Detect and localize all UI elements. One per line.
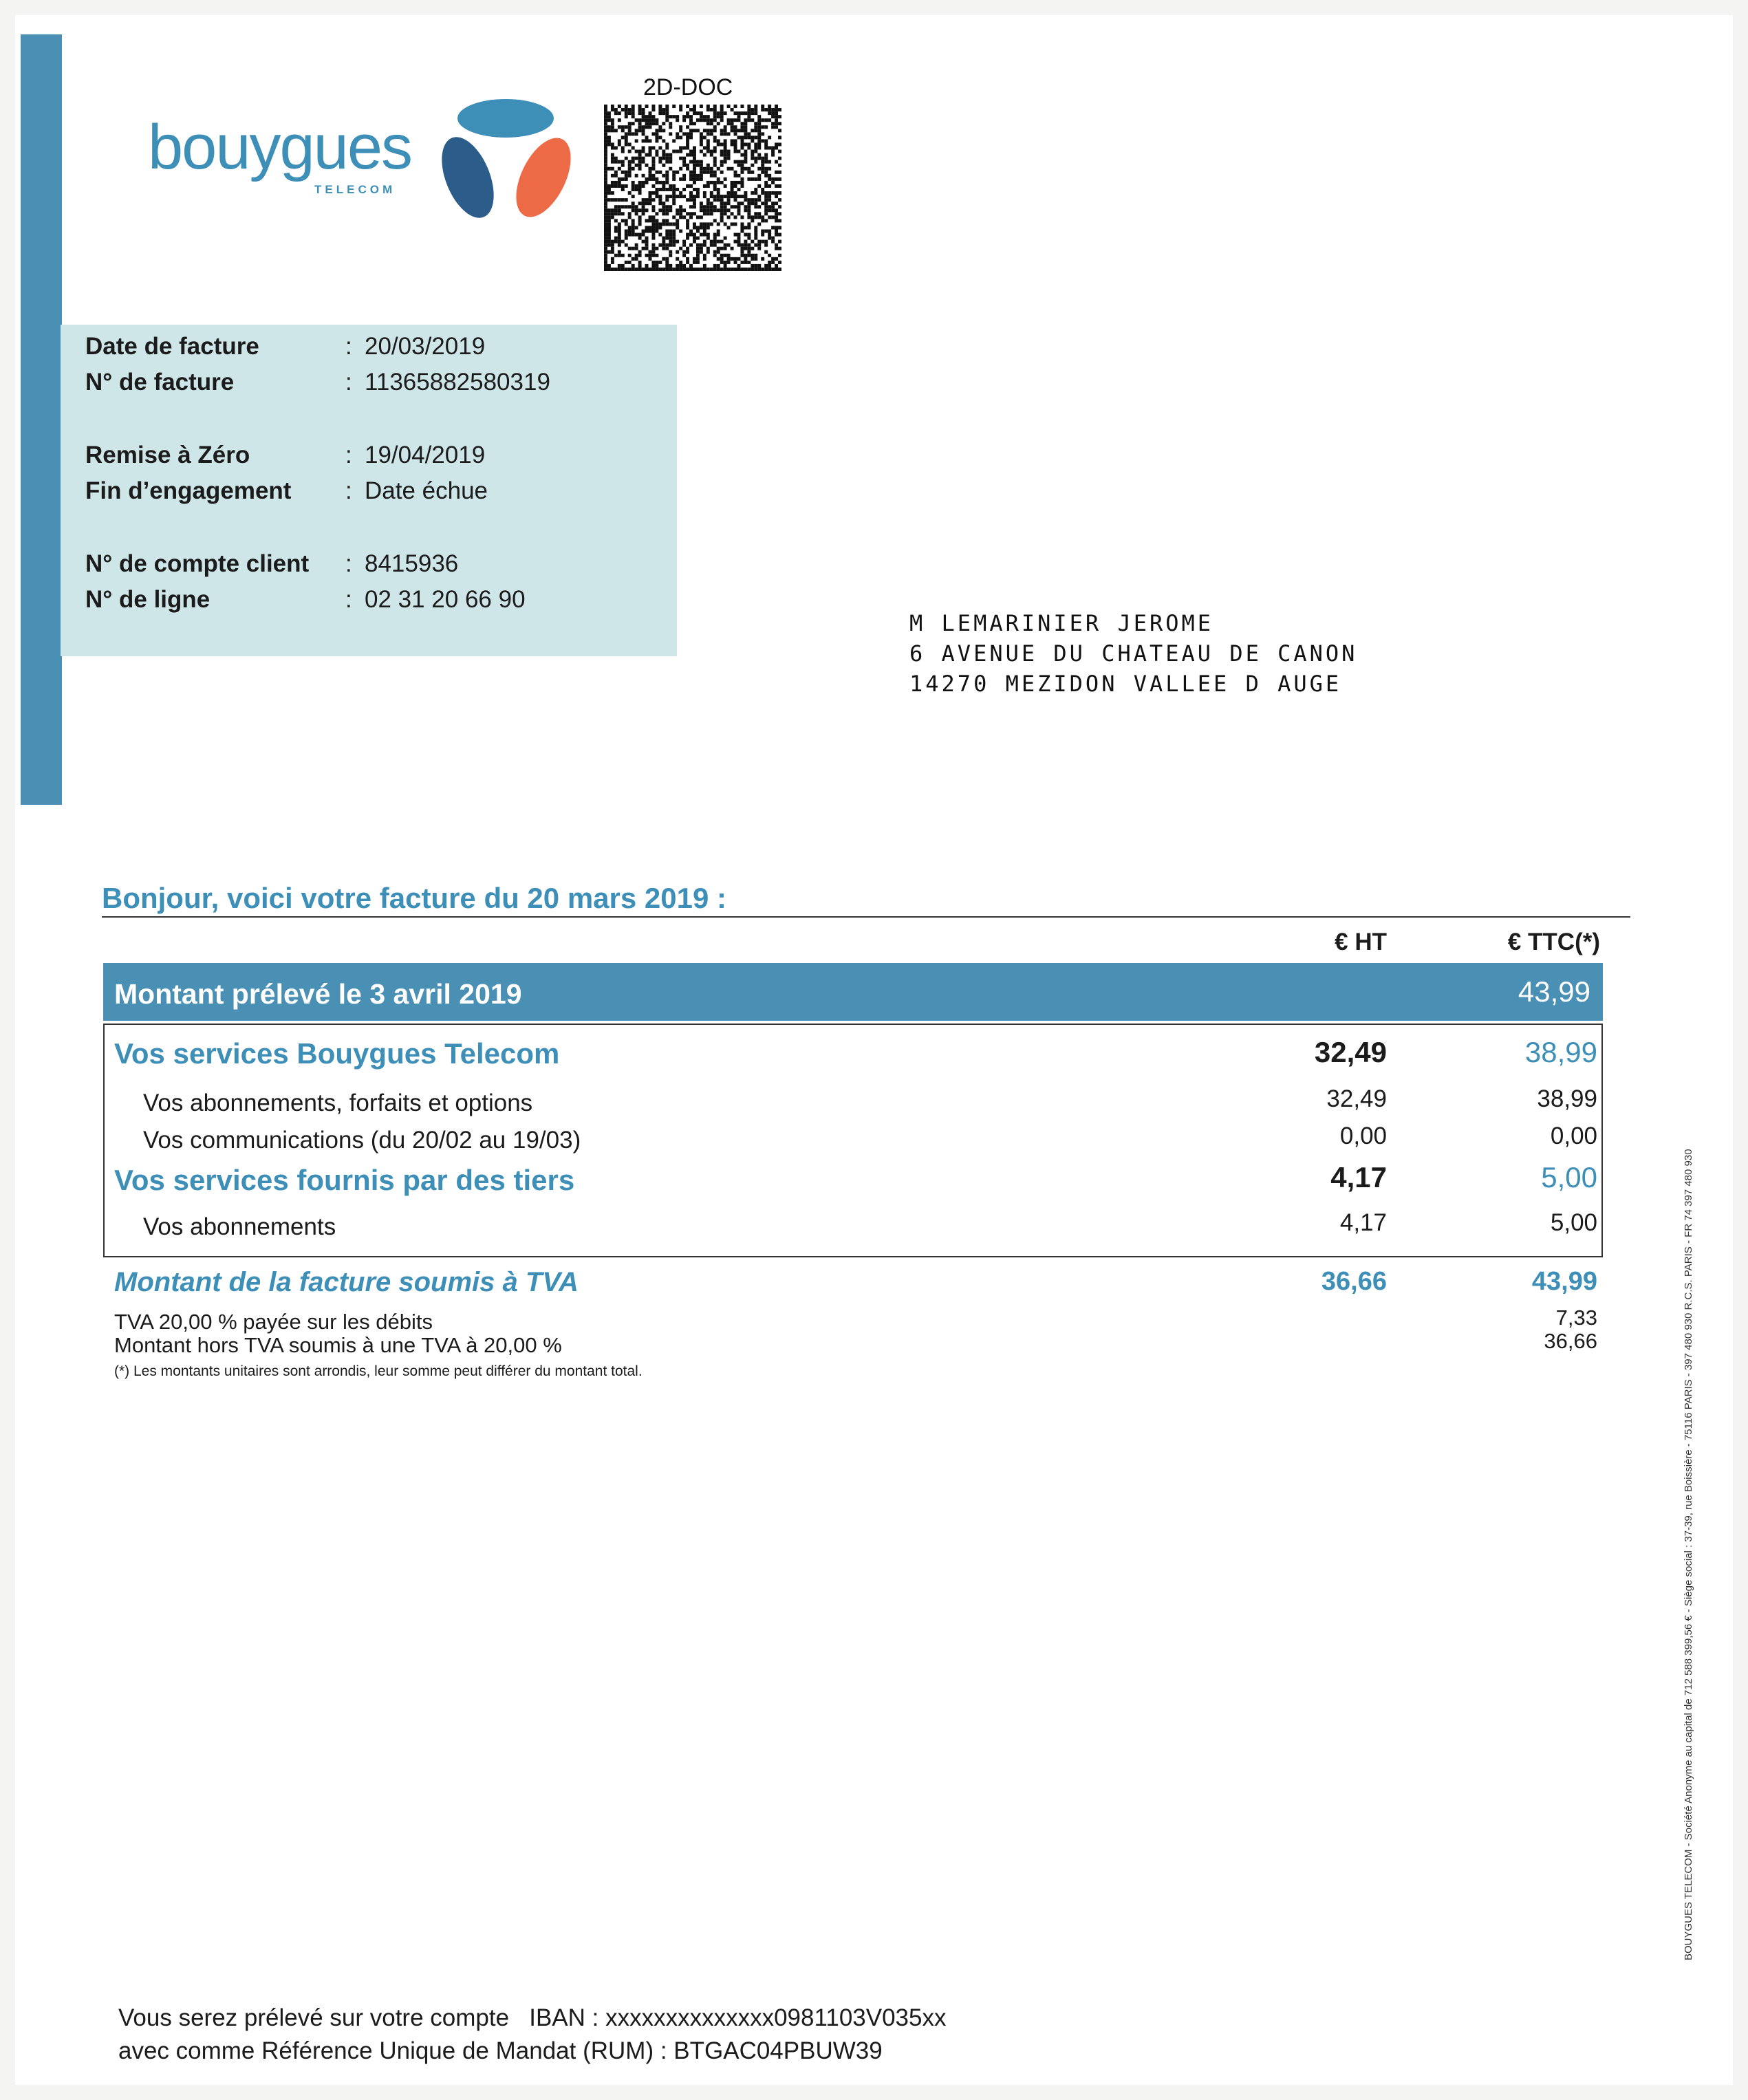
info-row-invoice-date: [85, 333, 485, 360]
logo-subtitle: TELECOM: [314, 183, 396, 196]
info-row-line-number: [85, 586, 526, 614]
info-label: N° de facture: [85, 369, 235, 396]
payment-iban-line: Vous serez prélevé sur votre compte IBAN : xxxxxxxxxxxxxx0981103V035xx: [118, 2004, 947, 2031]
info-value: 11365882580319: [365, 369, 550, 396]
section2-ttc: 5,00: [1541, 1161, 1597, 1193]
tva-line-label: TVA 20,00 % payée sur les débits: [114, 1310, 433, 1334]
info-value: Date échue: [365, 477, 488, 504]
section2-ht: 4,17: [1330, 1161, 1387, 1193]
bouygues-telecom-logo: [148, 96, 588, 234]
tva-total-ht: 36,66: [1321, 1267, 1387, 1296]
info-label: Date de facture: [85, 333, 259, 360]
side-accent-bar: [21, 34, 62, 805]
address-line: 14270 MEZIDON VALLEE D AUGE: [909, 671, 1342, 697]
info-colon: :: [345, 369, 352, 396]
info-value: 19/04/2019: [365, 442, 486, 468]
section1-ttc: 38,99: [1524, 1036, 1597, 1068]
column-header-ht: € HT: [1335, 929, 1387, 955]
section-third-party-services: Vos services fournis par des tiers: [114, 1164, 575, 1196]
amount-debited-label: Montant prélevé le 3 avril 2019: [114, 978, 522, 1010]
info-value: 02 31 20 66 90: [365, 586, 526, 613]
info-label: Remise à Zéro: [85, 442, 250, 468]
tva-total-ttc: 43,99: [1531, 1267, 1597, 1296]
info-row-invoice-number: [85, 369, 550, 396]
info-colon: :: [345, 586, 352, 613]
info-label: N° de ligne: [85, 586, 211, 613]
info-label: N° de compte client: [85, 550, 310, 577]
info-value: 20/03/2019: [365, 333, 486, 360]
info-colon: :: [345, 442, 352, 468]
info-row-customer-account: [85, 550, 458, 578]
row-communications-ht: 0,00: [1339, 1123, 1387, 1149]
info-row-reset: [85, 442, 485, 469]
info-colon: :: [345, 333, 352, 360]
ht-line-value: 36,66: [1544, 1329, 1597, 1353]
amount-debited-bar: [103, 963, 1603, 1021]
ht-line-label: Montant hors TVA soumis à une TVA à 20,00 %: [114, 1333, 562, 1357]
row-subscriptions-ht: 32,49: [1326, 1085, 1387, 1112]
row-third-party-ttc: 5,00: [1550, 1209, 1597, 1236]
rounding-footnote: (*) Les montants unitaires sont arrondis, leur somme peut différer du montant total.: [114, 1363, 643, 1379]
row-communications-ttc: 0,00: [1550, 1123, 1597, 1149]
address-line: M LEMARINIER JEROME: [909, 610, 1214, 636]
invoice-info-panel: [61, 325, 677, 656]
tva-line-value: 7,33: [1555, 1306, 1597, 1330]
payment-rum-line: avec comme Référence Unique de Mandat (RUM) : BTGAC04PBUW39: [118, 2037, 883, 2064]
invoice-greeting: Bonjour, voici votre facture du 20 mars 2019 :: [102, 882, 726, 914]
info-colon: :: [345, 550, 352, 577]
info-value: 8415936: [365, 550, 459, 577]
column-header-ttc: € TTC(*): [1507, 929, 1600, 955]
row-subscriptions: Vos abonnements, forfaits et options: [143, 1090, 533, 1116]
row-subscriptions-ttc: 38,99: [1537, 1085, 1597, 1112]
logo-wordmark: bouygues: [148, 112, 411, 182]
row-third-party-ht: 4,17: [1339, 1209, 1387, 1236]
section-bouygues-services: Vos services Bouygues Telecom: [114, 1037, 560, 1070]
address-line: 6 AVENUE DU CHATEAU DE CANON: [909, 640, 1358, 667]
legal-mention: BOUYGUES TELECOM - Société Anonyme au capital de 712 588 399,56 € - Siège social : 37-39, rue Boissière - 75116 PARIS - 397 480 930 R.C.S. PARIS - FR 74 397 480 930: [1683, 1149, 1694, 1960]
amount-debited-value: 43,99: [1518, 975, 1590, 1008]
tva-total-label: Montant de la facture soumis à TVA: [114, 1267, 579, 1297]
section1-ht: 32,49: [1314, 1036, 1387, 1068]
info-row-commitment-end: [85, 477, 488, 505]
payment-info: [118, 2002, 946, 2068]
row-third-party-subscriptions: Vos abonnements: [143, 1213, 336, 1240]
2d-doc-barcode: [604, 105, 781, 271]
recipient-address: [909, 608, 1357, 699]
info-colon: :: [345, 477, 352, 504]
row-communications: Vos communications (du 20/02 au 19/03): [143, 1127, 581, 1154]
logo-mark-icon: [416, 96, 588, 234]
divider: [102, 916, 1630, 918]
info-label: Fin d’engagement: [85, 477, 292, 504]
2d-doc-label: 2D-DOC: [643, 74, 733, 100]
